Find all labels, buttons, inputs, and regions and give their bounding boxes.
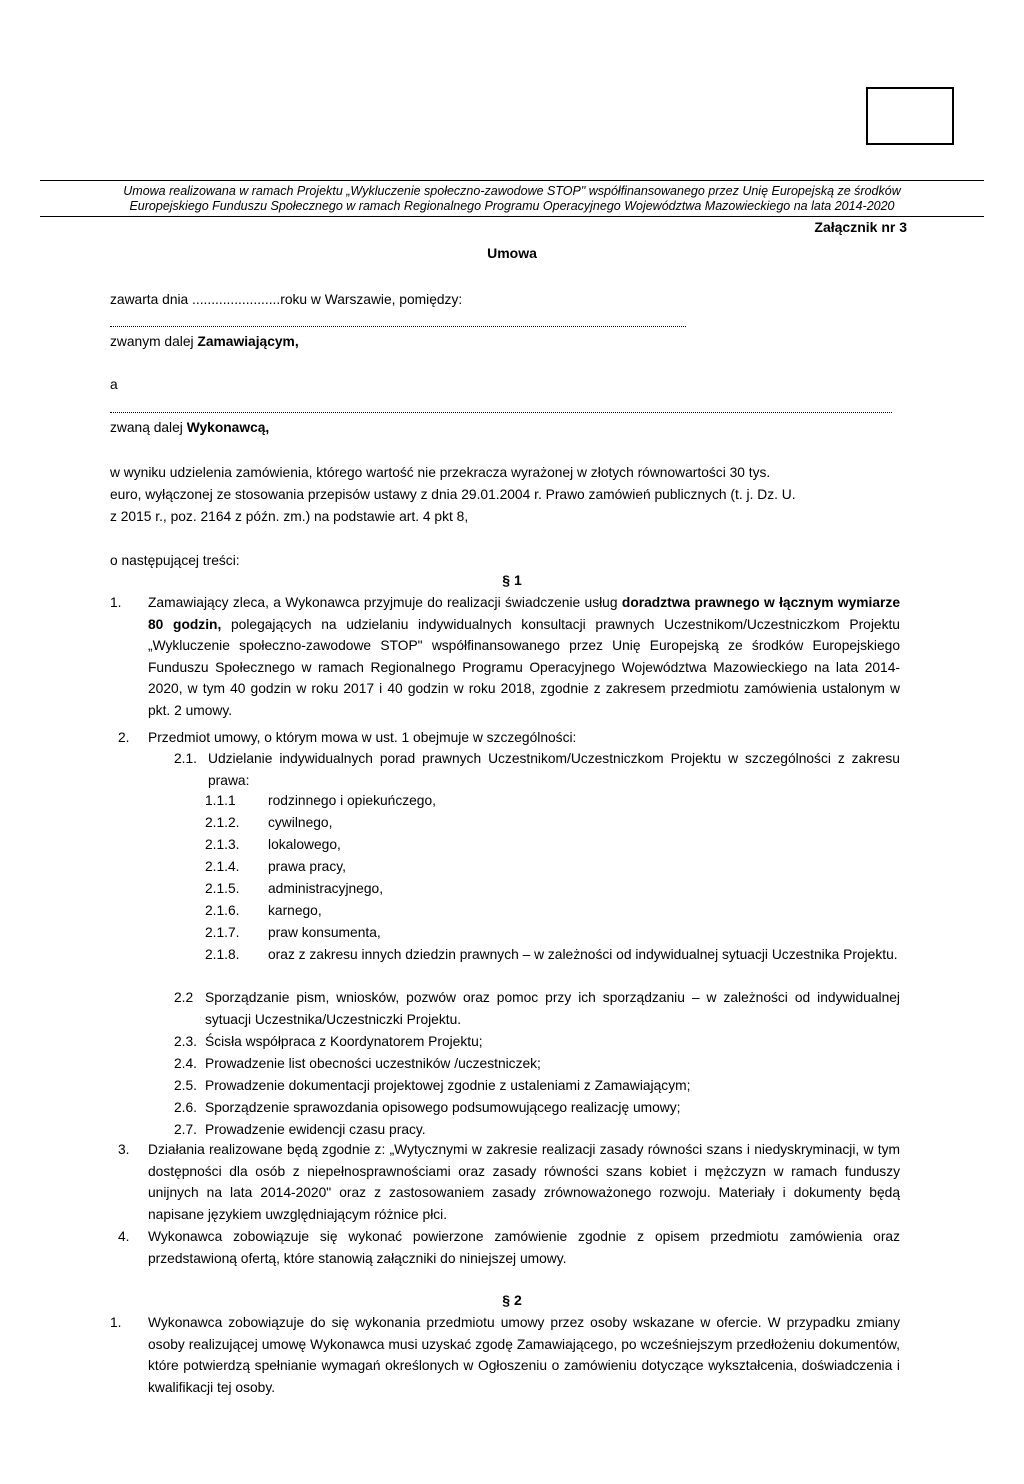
s1-item-1-number: 1. (110, 595, 122, 610)
sub-item-number: 2.6. (174, 1100, 198, 1115)
s1-item-1-text: Zamawiający zleca, a Wykonawca przyjmuje do realizacji świadczenie usług doradztwa prawnego w łącznym wymiarze 80 godzin, polegających na udzielaniu indywidualnych konsultacji prawnych Uczestnikom/Uczestniczkom Projektu „Wykluczenie społeczno-zawodowe STOP" współfinansowanego przez Unię Europejską ze środków Europejskiego Funduszu Społecznego w ramach Regionalnego Programu Operacyjnego Województwa Mazowieckiego na lata 2014-2020, w tym 40 godzin w roku 2017 i 40 godzin w roku 2018, zgodnie z zakresem przedmiotu zamówienia ustalonym w pkt. 2 umowy. (148, 595, 900, 718)
client-dotted-line (110, 325, 686, 327)
law-item-text: prawa pracy, (268, 859, 346, 874)
sub-item-text: Ścisła współpraca z Koordynatorem Projektu; (205, 1034, 483, 1049)
s1-item-4-number: 4. (118, 1229, 130, 1244)
s1-item-3-text: Działania realizowane będą zgodnie z: „Wytycznymi w zakresie realizacji zasady równości szans i niedyskryminacji, w tym dostępności dla osób z niepełnosprawnościami oraz zasady równości szans kobiet i mężczyzn w ramach funduszy unijnych na lata 2014-2020" oraz z zastosowaniem zasady zrównoważonego rozwoju. Materiały i dokumenty będą napisane językiem uwzględniającym różnice płci. (148, 1142, 900, 1222)
contractor-dotted-line (110, 411, 892, 413)
contractor-label: zwaną dalej Wykonawcą, (110, 420, 270, 435)
sub-item-text: Sporządzenie sprawozdania opisowego podsumowującego realizację umowy; (205, 1100, 681, 1115)
law-item-number: 2.1.8. (205, 947, 240, 962)
law-item-text: rodzinnego i opiekuńczego, (268, 793, 436, 808)
s1-item-3-number: 3. (118, 1142, 130, 1157)
client-label: zwanym dalej Zamawiającym, (110, 334, 299, 349)
law-item-text: administracyjnego, (268, 881, 384, 896)
law-item-number: 2.1.2. (205, 815, 240, 830)
law-item-text: oraz z zakresu innych dziedzin prawnych – w zależności od indywidualnej sytuacji Uczestnika Projektu. (268, 947, 898, 962)
law-item-number: 1.1.1 (205, 793, 236, 808)
contract-date-line: zawarta dnia .......................roku w Warszawie, pomiędzy: (110, 292, 463, 307)
law-item-number: 2.1.4. (205, 859, 240, 874)
content-intro: o następującej treści: (110, 553, 240, 568)
document-title: Umowa (487, 245, 537, 261)
project-header (40, 180, 984, 217)
sub-item-number: 2.5. (174, 1078, 198, 1093)
s2-item-1-number: 1. (110, 1315, 122, 1330)
logo-placeholder-box (866, 87, 954, 145)
sub-item-number: 2.3. (174, 1034, 198, 1049)
and-label: a (110, 377, 118, 392)
sub-item-number: 2.4. (174, 1056, 198, 1071)
s2-item-1-text: Wykonawca zobowiązuje do się wykonania przedmiotu umowy przez osoby wskazane w ofercie. W przypadku zmiany osoby realizującej umowę Wykonawca musi uzyskać zgodę Zamawiającego, po wcześniejszym przedłożeniu dokumentów, które potwierdzą spełnianie wymagań określonych w Ogłoszeniu o zamówieniu dotyczące wykształcenia, doświadczenia i kwalifikacji tej osoby. (148, 1315, 900, 1395)
legal-basis-line-2: euro, wyłączonej ze stosowania przepisów ustawy z dnia 29.01.2004 r. Prawo zamówień publicznych (t. j. Dz. U. (110, 487, 796, 502)
attachment-number: Załącznik nr 3 (814, 219, 907, 235)
client-role: Zamawiającym, (197, 334, 299, 349)
sub-item-text: Prowadzenie dokumentacji projektowej zgodnie z ustaleniami z Zamawiającym; (205, 1078, 691, 1093)
legal-basis-line-1: w wyniku udzielenia zamówienia, którego wartość nie przekracza wyrażonej w złotych równowartości 30 tys. (110, 465, 771, 480)
law-item-number: 2.1.3. (205, 837, 240, 852)
section-2-heading: § 2 (502, 1292, 522, 1308)
law-item-number: 2.1.6. (205, 903, 240, 918)
law-item-number: 2.1.5. (205, 881, 240, 896)
law-item-text: karnego, (268, 903, 322, 918)
header-line-1: Umowa realizowana w ramach Projektu „Wykluczenie społeczno-zawodowe STOP" współfinansowanego przez Unię Europejską ze środków (123, 184, 901, 198)
s1-item-2-1-number: 2.1. (174, 751, 198, 766)
law-item-number: 2.1.7. (205, 925, 240, 940)
sub-item-number: 2.2 (174, 990, 194, 1005)
law-item-text: lokalowego, (268, 837, 341, 852)
law-item-text: cywilnego, (268, 815, 333, 830)
s1-item-2-1-text: Udzielanie indywidualnych porad prawnych Uczestnikom/Uczestniczkom Projektu w szczególności z zakresu prawa: (208, 751, 900, 788)
sub-item-number: 2.7. (174, 1122, 198, 1137)
contractor-role: Wykonawcą, (186, 420, 270, 435)
sub-item-text: Prowadzenie ewidencji czasu pracy. (205, 1122, 426, 1137)
sub-item-text: Prowadzenie list obecności uczestników /uczestniczek; (205, 1056, 541, 1071)
header-line-2: Europejskiego Funduszu Społecznego w ramach Regionalnego Programu Operacyjnego Województwa Mazowieckiego na lata 2014-2020 (129, 199, 895, 213)
s1-item-2-text: Przedmiot umowy, o którym mowa w ust. 1 obejmuje w szczególności: (148, 730, 577, 745)
sub-item-text: Sporządzanie pism, wniosków, pozwów oraz pomoc przy ich sporządzaniu – w zależności od indywidualnej sytuacji Uczestnika/Uczestniczki Projektu. (205, 990, 900, 1027)
section-1-heading: § 1 (502, 572, 522, 588)
legal-basis-line-3: z 2015 r., poz. 2164 z późn. zm.) na podstawie art. 4 pkt 8, (110, 509, 469, 524)
law-item-text: praw konsumenta, (268, 925, 381, 940)
service-scope: doradztwa prawnego w łącznym wymiarze 80 godzin, (148, 595, 900, 632)
s1-item-4-text: Wykonawca zobowiązuje się wykonać powierzone zamówienie zgodnie z opisem przedmiotu zamówienia oraz przedstawioną ofertą, które stanowią załączniki do niniejszej umowy. (148, 1229, 900, 1266)
s1-item-2-number: 2. (118, 730, 130, 745)
